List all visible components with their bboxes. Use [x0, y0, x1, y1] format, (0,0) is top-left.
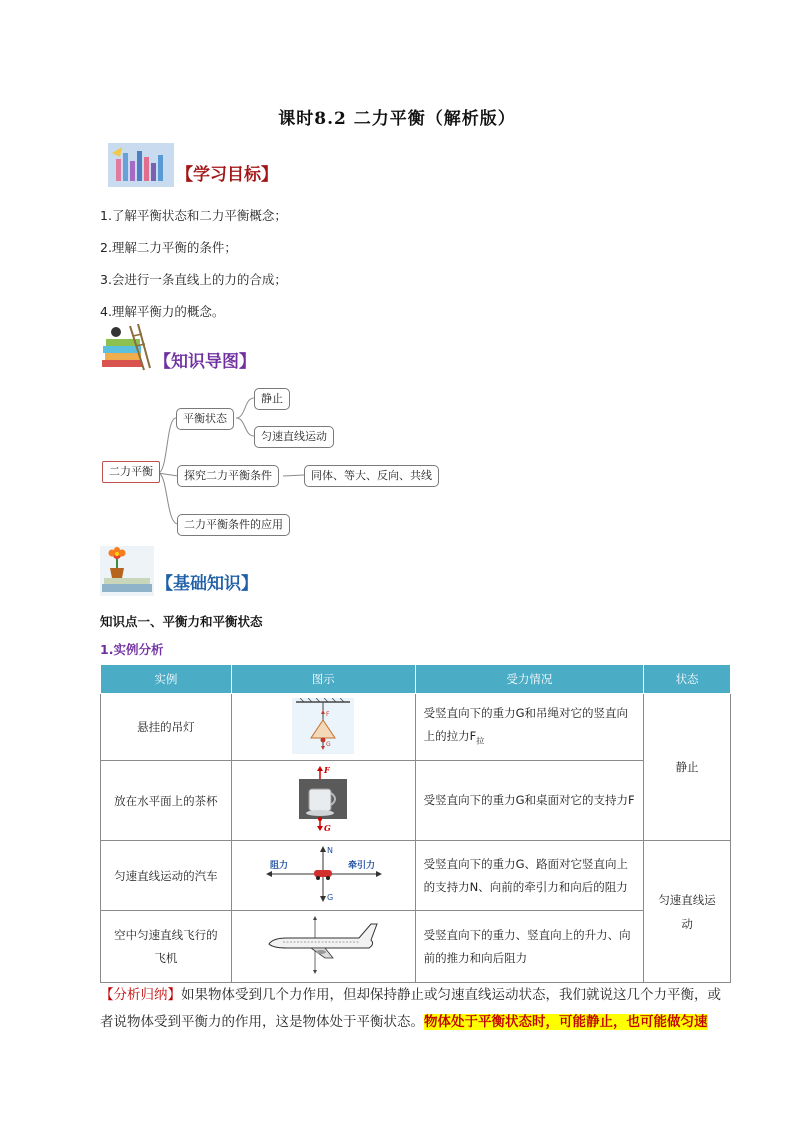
diagram-cell [231, 841, 415, 911]
car-forces-diagram [248, 842, 398, 906]
mindmap-leaf-static: 静止 [254, 388, 290, 410]
table-header: 受力情况 [415, 665, 643, 694]
knowledge-point-title: 知识点一、平衡力和平衡状态 [100, 614, 263, 629]
diagram-cell [231, 761, 415, 841]
cup-force-f-label: F [324, 765, 330, 775]
force-subscript: 拉 [476, 736, 485, 746]
table-header-row [101, 665, 731, 694]
force-cell: 受竖直向下的重力G和桌面对它的支持力F [415, 761, 643, 841]
car-force-n-label: N [327, 846, 334, 855]
lamp-force-g-label: G [326, 740, 331, 748]
mindmap-leaf-uniform: 匀速直线运动 [254, 426, 334, 448]
subsection-title: 1.实例分析 [100, 642, 164, 657]
page-title: 课时8.2 二力平衡（解析版） [278, 109, 516, 129]
table-row [101, 911, 731, 983]
summary-highlight: 物体处于平衡状态时，可能静止，也可能做匀速 [424, 1014, 708, 1030]
table-row [101, 761, 731, 841]
table-row [101, 694, 731, 761]
table-row [101, 841, 731, 911]
mindmap-title: 【知识导图】 [154, 352, 256, 372]
mindmap-root: 二力平衡 [102, 461, 160, 483]
example-cell: 匀速直线运动的汽车 [101, 841, 232, 911]
example-cell: 空中匀速直线飞行的飞机 [101, 911, 232, 983]
goal-item: 1.了解平衡状态和二力平衡概念； [100, 208, 287, 223]
flower-pot-icon [100, 546, 154, 596]
hanging-lamp-diagram [292, 698, 354, 754]
goals-title: 【学习目标】 [176, 165, 278, 185]
summary-text: 如果物体受到几个力作用，但却保持静止或匀速直线运动状态，我们就说这几个力平衡，或者说物体受到平衡力的作用，这是物体处于平衡状态。 [100, 987, 721, 1030]
mindmap-branch-explore: 探究二力平衡条件 [177, 465, 279, 487]
teacup-diagram [295, 765, 351, 833]
state-cell: 匀速直线运动 [644, 841, 731, 983]
goal-item: 2.理解二力平衡的条件； [100, 240, 237, 255]
diagram-cell [231, 911, 415, 983]
basics-header [100, 546, 258, 596]
airplane-diagram [263, 914, 383, 976]
basics-title: 【基础知识】 [156, 574, 258, 594]
lamp-force-f-label: F [326, 710, 330, 718]
force-cell [415, 694, 643, 761]
car-drag-label: 阻力 [270, 861, 289, 871]
table-header: 状态 [644, 665, 731, 694]
summary-tag: 【分析归纳】 [100, 987, 181, 1003]
example-table [100, 664, 731, 983]
goal-item: 4.理解平衡力的概念。 [100, 304, 225, 319]
mindmap-branch-balance-state: 平衡状态 [176, 408, 234, 430]
force-text: 受竖直向下的重力G和吊绳对它的竖直向上的拉力F [423, 705, 629, 743]
force-cell: 受竖直向下的重力、竖直向上的升力、向前的推力和向后阻力 [415, 911, 643, 983]
force-cell: 受竖直向下的重力G、路面对它竖直向上的支持力N、向前的牵引力和向后的阻力 [415, 841, 643, 911]
example-cell: 放在水平面上的茶杯 [101, 761, 232, 841]
table-header: 实例 [101, 665, 232, 694]
diagram-cell [231, 694, 415, 761]
mindmap-leaf-conditions: 同体、等大、反向、共线 [304, 465, 439, 487]
state-cell: 静止 [644, 694, 731, 841]
analysis-summary [100, 982, 731, 1036]
goal-item: 3.会进行一条直线上的力的合成； [100, 272, 287, 287]
car-traction-label: 牵引力 [348, 861, 376, 871]
car-force-g-label: G [327, 893, 334, 902]
mindmap-branch-application: 二力平衡条件的应用 [177, 514, 290, 536]
cup-force-g-label: G [324, 823, 332, 833]
table-header: 图示 [231, 665, 415, 694]
example-cell: 悬挂的吊灯 [101, 694, 232, 761]
